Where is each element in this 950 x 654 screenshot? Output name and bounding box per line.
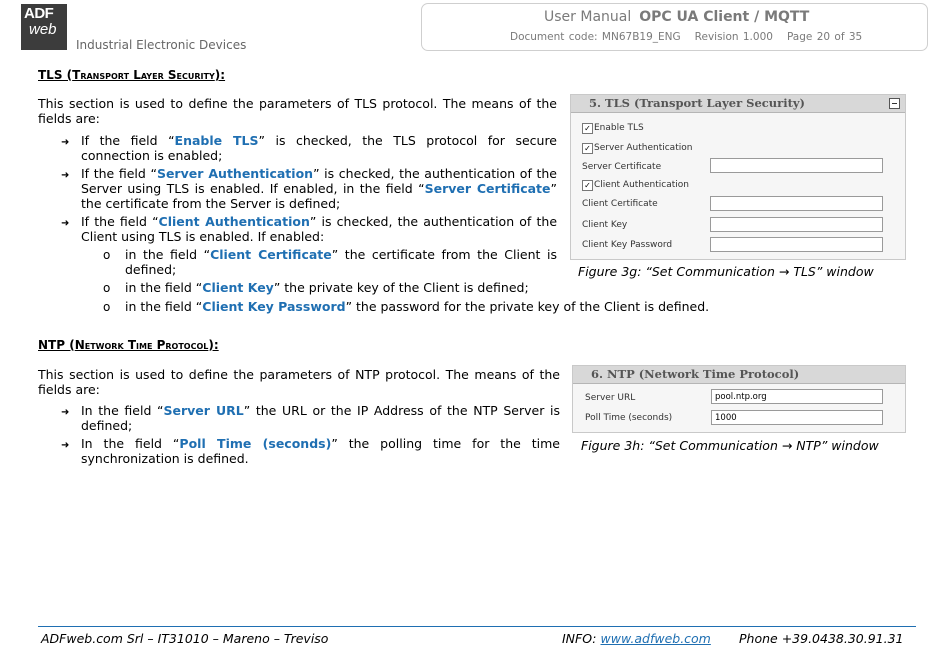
page-number: Page 20 of 35 <box>786 31 863 43</box>
text: ” the certificate from the Client is defined; <box>125 247 557 277</box>
text: ” is checked, the TLS protocol for secure connection is enabled; <box>81 133 557 163</box>
server-auth-label: Server Authentication <box>594 143 693 153</box>
ntp-heading <box>38 338 219 352</box>
circle-bullet-icon: o <box>103 281 111 295</box>
enable-tls-checkbox[interactable]: ✓ <box>582 123 593 134</box>
poll-time-label: Poll Time (seconds) <box>585 413 673 423</box>
manual-label: User Manual <box>544 9 632 25</box>
text: in the field “ <box>125 247 211 262</box>
poll-time-field[interactable]: 1000 <box>711 410 883 425</box>
circle-bullet-icon: o <box>103 300 111 314</box>
client-key-label: Client Key <box>582 220 628 230</box>
ntp-intro: This section is used to define the parameters of NTP protocol. The means of the fields are: <box>38 367 560 397</box>
tls-panel-title: 5. TLS (Transport Layer Security) <box>571 95 905 113</box>
text: ” the password for the private key of the Client is defined. <box>345 299 710 314</box>
tls-sub-client-key <box>125 280 685 295</box>
footer-info-label: INFO: <box>562 631 597 646</box>
ntp-bullet-server-url <box>81 403 560 433</box>
ntp-heading-prefix: NTP ( <box>38 338 75 352</box>
client-key-password-label: Client Key Password <box>582 240 673 250</box>
manual-title <box>544 9 809 25</box>
tls-sub-client-cert <box>125 247 557 277</box>
text: In the field “ <box>81 436 180 451</box>
revision: Revision 1.000 <box>694 31 773 43</box>
keyword: Client Authentication <box>158 214 310 229</box>
arrow-bullet-icon: ➜ <box>61 440 70 451</box>
tls-heading-suffix: ): <box>214 68 226 82</box>
footer-divider <box>38 626 916 627</box>
ntp-heading-suffix: ): <box>208 338 219 352</box>
ntp-bullet-poll-time <box>81 436 560 466</box>
text: ” the certificate from the Server is defined; <box>81 181 557 211</box>
tls-heading-name: Transport Layer Security <box>72 68 215 82</box>
figure-caption-tls: Figure 3g: “Set Communication → TLS” window <box>578 264 874 279</box>
server-url-field[interactable]: pool.ntp.org <box>711 389 883 404</box>
tls-sub-client-key-password <box>125 299 725 314</box>
tls-intro: This section is used to define the parameters of TLS protocol. The means of the fields are: <box>38 96 557 126</box>
footer-info <box>562 631 711 646</box>
tls-settings-panel <box>570 94 906 260</box>
text: If the field “ <box>81 214 159 229</box>
keyword: Server Certificate <box>424 181 551 196</box>
tls-bullet-client-auth <box>81 214 557 244</box>
arrow-bullet-icon: ➜ <box>61 218 70 229</box>
ntp-heading-name: Network Time Protocol <box>74 338 209 352</box>
client-cert-field[interactable] <box>710 196 883 211</box>
client-auth-label: Client Authentication <box>594 180 689 190</box>
circle-bullet-icon: o <box>103 248 111 262</box>
server-cert-label: Server Certificate <box>582 162 662 172</box>
keyword: Client Key Password <box>202 299 346 314</box>
text: in the field “ <box>125 280 203 295</box>
text: ” the private key of the Client is defined; <box>273 280 529 295</box>
keyword: Client Certificate <box>210 247 332 262</box>
collapse-icon[interactable] <box>889 98 900 109</box>
document-code: Document code: MN67B19_ENG <box>510 31 681 43</box>
adfweb-logo <box>21 4 67 50</box>
text: in the field “ <box>125 299 203 314</box>
keyword: Poll Time (seconds) <box>179 436 332 451</box>
website-link[interactable]: www.adfweb.com <box>600 631 711 646</box>
arrow-bullet-icon: ➜ <box>61 137 70 148</box>
tls-bullet-server-auth <box>81 166 557 211</box>
keyword: Client Key <box>202 280 274 295</box>
ntp-panel-title: 6. NTP (Network Time Protocol) <box>573 366 905 384</box>
tls-bullet-enable <box>81 133 557 163</box>
server-url-label: Server URL <box>585 393 636 403</box>
footer-company: ADFweb.com Srl – IT31010 – Mareno – Treviso <box>41 631 329 646</box>
text: ” is checked, the authentication of the Server using TLS is enabled. If enabled, in the field “ <box>81 166 557 196</box>
company-tagline: Industrial Electronic Devices <box>76 38 247 52</box>
enable-tls-label: Enable TLS <box>594 123 644 133</box>
arrow-bullet-icon: ➜ <box>61 407 70 418</box>
tls-heading-prefix: TLS ( <box>38 68 73 82</box>
text: ” the polling time for the time synchronization is defined. <box>81 436 560 466</box>
ntp-settings-panel <box>572 365 906 433</box>
figure-caption-ntp: Figure 3h: “Set Communication → NTP” window <box>581 438 879 453</box>
arrow-bullet-icon: ➜ <box>61 170 70 181</box>
footer-phone: Phone +39.0438.30.91.31 <box>739 631 904 646</box>
server-auth-checkbox[interactable]: ✓ <box>582 143 593 154</box>
product-name: OPC UA Client / MQTT <box>639 9 810 25</box>
client-auth-checkbox[interactable]: ✓ <box>582 180 593 191</box>
logo-text-top: ADF <box>24 5 54 22</box>
tls-heading <box>38 68 225 82</box>
keyword: Server Authentication <box>156 166 314 181</box>
document-info <box>510 31 862 43</box>
text: ” is checked, the authentication of the Client using TLS is enabled. If enabled: <box>81 214 558 244</box>
text: In the field “ <box>81 403 164 418</box>
text: If the field “ <box>81 133 175 148</box>
text: ” the URL or the IP Address of the NTP Server is defined; <box>81 403 560 433</box>
client-key-password-field[interactable] <box>710 237 883 252</box>
server-cert-field[interactable] <box>710 158 883 173</box>
keyword: Server URL <box>163 403 244 418</box>
client-key-field[interactable] <box>710 217 883 232</box>
logo-text-bottom: web <box>29 21 57 38</box>
keyword: Enable TLS <box>174 133 259 148</box>
client-cert-label: Client Certificate <box>582 199 658 209</box>
text: If the field “ <box>81 166 157 181</box>
